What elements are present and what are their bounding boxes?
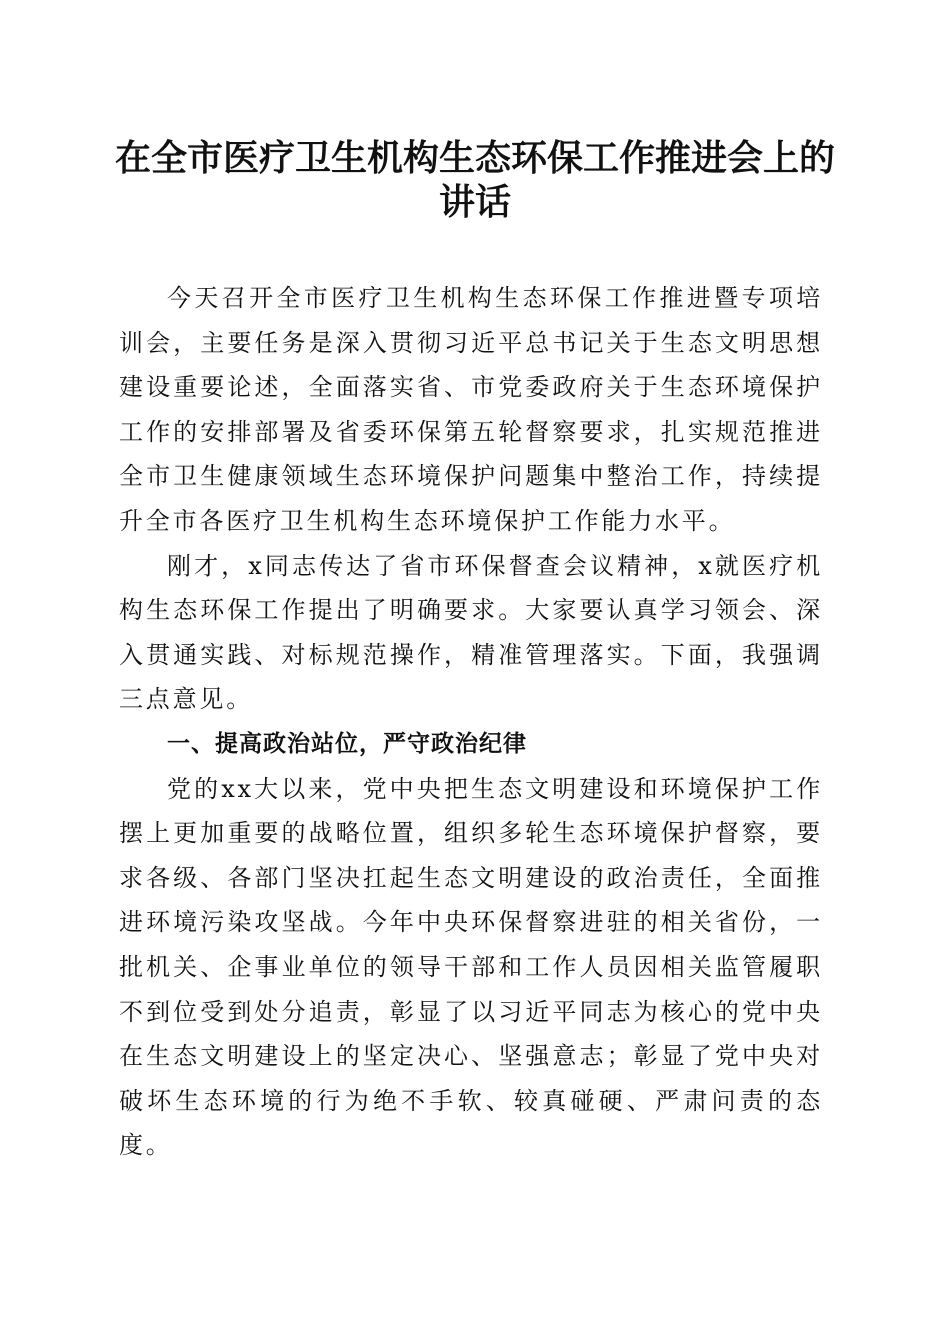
paragraph-opinions: 刚才，x同志传达了省市环保督查会议精神，x就医疗机构生态环保工作提出了明确要求。大家要认真学习领会、深入贯通实践、对标规范操作，精准管理落实。下面，我强调三点意见。 — [119, 551, 823, 714]
title-line-2: 讲话 — [438, 181, 511, 223]
document-title — [110, 136, 840, 224]
section-heading-1: 一、提高政治站位，严守政治纪律 — [167, 730, 527, 757]
title-line-1: 在全市医疗卫生机构生态环保工作推进会上的 — [114, 137, 835, 179]
paragraph-intro: 今天召开全市医疗卫生机构生态环保工作推进暨专项培训会，主要任务是深入贯彻习近平总书记关于生态文明思想建设重要论述，全面落实省、市党委政府关于生态环境保护工作的安排部署及省委环保第五轮督察要求，扎实规范推进全市卫生健康领域生态环境保护问题集中整治工作，持续提升全市各医疗卫生机构生态环境保护工作能力水平。 — [119, 284, 823, 535]
paragraph-section-1: 党的xx大以来，党中央把生态文明建设和环境保护工作摆上更加重要的战略位置，组织多轮生态环境保护督察，要求各级、各部门坚决扛起生态文明建设的政治责任，全面推进环境污染攻坚战。今年中央环保督察进驻的相关省份，一批机关、企事业单位的领导干部和工作人员因相关监管履职不到位受到处分追责，彰显了以习近平同志为核心的党中央在生态文明建设上的坚定决心、坚强意志；彰显了党中央对破坏生态环境的行为绝不手软、较真碰硬、严肃问责的态度。 — [119, 774, 823, 1160]
document-body — [119, 276, 823, 1168]
